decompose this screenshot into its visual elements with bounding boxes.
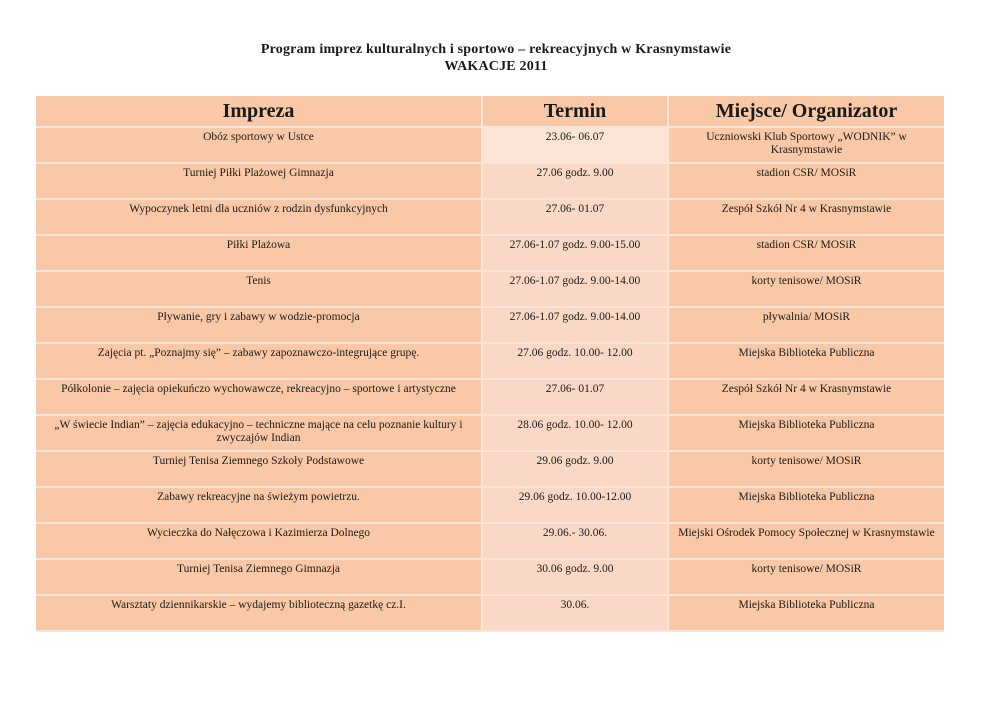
date-cell: 27.06 godz. 9.00 [482, 163, 668, 199]
document-title: Program imprez kulturalnych i sportowo – rekreacyjnych w Krasnymstawie [260, 42, 732, 57]
event-name-cell: Zabawy rekreacyjne na świeżym powietrzu. [36, 487, 482, 523]
date-cell: 30.06. [482, 595, 668, 631]
event-name-cell: Turniej Tenisa Ziemnego Gimnazja [36, 559, 482, 595]
date-cell: 27.06-1.07 godz. 9.00-14.00 [482, 307, 668, 343]
venue-cell: Miejska Biblioteka Publiczna [668, 595, 944, 631]
table-body [36, 127, 944, 631]
events-table [36, 96, 944, 632]
date-cell: 29.06 godz. 9.00 [482, 451, 668, 487]
document-header [0, 41, 992, 75]
venue-cell: Miejska Biblioteka Publiczna [668, 487, 944, 523]
venue-cell: Uczniowski Klub Sportowy „WODNIK” w Krasnymstawie [668, 127, 944, 163]
column-header-miejsce: Miejsce/ Organizator [668, 96, 944, 127]
table-row [36, 307, 944, 343]
date-cell: 28.06 godz. 10.00- 12.00 [482, 415, 668, 451]
venue-cell: stadion CSR/ MOSiR [668, 163, 944, 199]
column-header-termin: Termin [482, 96, 668, 127]
venue-cell: stadion CSR/ MOSiR [668, 235, 944, 271]
document-subtitle: WAKACJE 2011 [444, 59, 548, 74]
table-header [36, 96, 944, 127]
table-row [36, 127, 944, 163]
event-name-cell: Warsztaty dziennikarskie – wydajemy biblioteczną gazetkę cz.I. [36, 595, 482, 631]
venue-cell: korty tenisowe/ MOSiR [668, 271, 944, 307]
venue-cell: korty tenisowe/ MOSiR [668, 451, 944, 487]
event-name-cell: Piłki Plażowa [36, 235, 482, 271]
date-cell: 27.06 godz. 10.00- 12.00 [482, 343, 668, 379]
venue-cell: korty tenisowe/ MOSiR [668, 559, 944, 595]
table-row [36, 163, 944, 199]
table-row [36, 199, 944, 235]
venue-cell: Zespół Szkół Nr 4 w Krasnymstawie [668, 199, 944, 235]
table-row [36, 451, 944, 487]
event-name-cell: Obóz sportowy w Ustce [36, 127, 482, 163]
date-cell: 30.06 godz. 9.00 [482, 559, 668, 595]
table-row [36, 235, 944, 271]
table-row [36, 523, 944, 559]
table-row [36, 343, 944, 379]
event-name-cell: Wycieczka do Nałęczowa i Kazimierza Dolnego [36, 523, 482, 559]
header-row [36, 96, 944, 127]
table-row [36, 559, 944, 595]
venue-cell: Miejski Ośrodek Pomocy Społecznej w Krasnymstawie [668, 523, 944, 559]
date-cell: 27.06- 01.07 [482, 199, 668, 235]
venue-cell: Zespół Szkół Nr 4 w Krasnymstawie [668, 379, 944, 415]
event-name-cell: Tenis [36, 271, 482, 307]
date-cell: 27.06- 01.07 [482, 379, 668, 415]
table-row [36, 595, 944, 631]
table-row [36, 415, 944, 451]
column-header-impreza: Impreza [36, 96, 482, 127]
date-cell: 27.06-1.07 godz. 9.00-15.00 [482, 235, 668, 271]
table-row [36, 271, 944, 307]
event-name-cell: Turniej Tenisa Ziemnego Szkoły Podstawowe [36, 451, 482, 487]
event-name-cell: Półkolonie – zajęcia opiekuńczo wychowawcze, rekreacyjno – sportowe i artystyczne [36, 379, 482, 415]
date-cell: 23.06- 06.07 [482, 127, 668, 163]
event-name-cell: „W świecie Indian” – zajęcia edukacyjno – techniczne mające na celu poznanie kultury i zwyczajów Indian [36, 415, 482, 451]
date-cell: 29.06.- 30.06. [482, 523, 668, 559]
venue-cell: pływalnia/ MOSiR [668, 307, 944, 343]
event-name-cell: Turniej Piłki Plażowej Gimnazja [36, 163, 482, 199]
date-cell: 27.06-1.07 godz. 9.00-14.00 [482, 271, 668, 307]
event-name-cell: Wypoczynek letni dla uczniów z rodzin dysfunkcyjnych [36, 199, 482, 235]
event-name-cell: Pływanie, gry i zabawy w wodzie-promocja [36, 307, 482, 343]
table-row [36, 487, 944, 523]
venue-cell: Miejska Biblioteka Publiczna [668, 343, 944, 379]
date-cell: 29.06 godz. 10.00-12.00 [482, 487, 668, 523]
event-name-cell: Zajęcia pt. „Poznajmy się” – zabawy zapoznawczo-integrujące grupę. [36, 343, 482, 379]
venue-cell: Miejska Biblioteka Publiczna [668, 415, 944, 451]
table-row [36, 379, 944, 415]
